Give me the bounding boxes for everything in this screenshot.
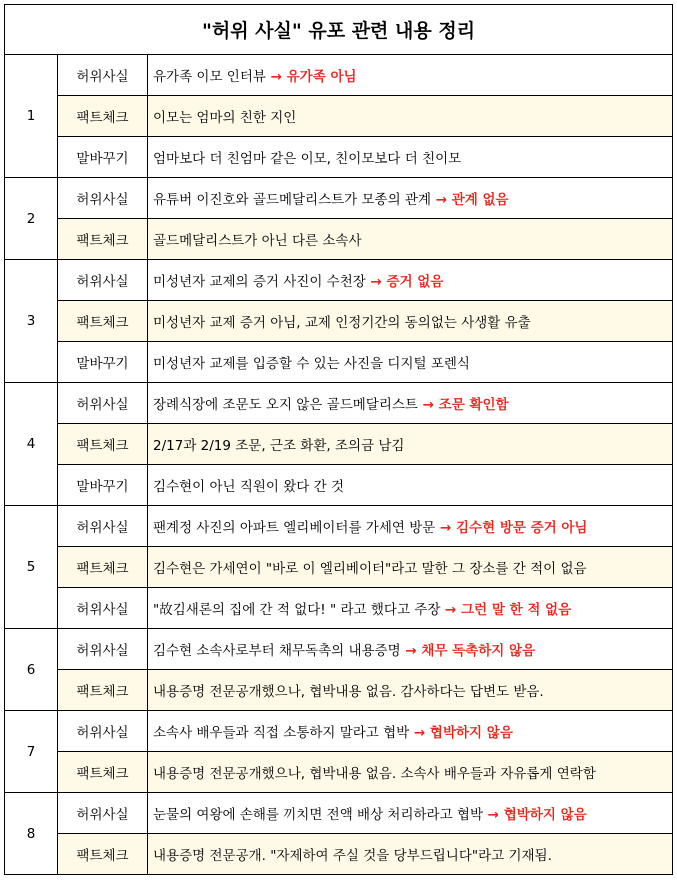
row-highlight: 증거 없음: [386, 274, 444, 290]
row-type-label: 말바꾸기: [58, 342, 148, 383]
row-type-label: 허위사실: [58, 55, 148, 96]
row-content: [148, 465, 673, 506]
table-row: [5, 137, 673, 178]
table-row: [5, 670, 673, 711]
row-content: [148, 711, 673, 752]
row-type-label: 허위사실: [58, 629, 148, 670]
group-number: 1: [5, 55, 58, 178]
row-text: 미성년자 교제의 증거 사진이 수천장: [153, 274, 366, 290]
row-text: 유튜버 이진호와 골드메달리스트가 모종의 관계: [153, 192, 431, 208]
row-type-label: 팩트체크: [58, 424, 148, 465]
row-text: 미성년자 교제를 입증할 수 있는 사진을 디지털 포렌식: [153, 356, 470, 372]
table-row: [5, 342, 673, 383]
row-type-label: 허위사실: [58, 793, 148, 834]
row-type-label: 허위사실: [58, 178, 148, 219]
row-highlight: 유가족 아님: [286, 69, 357, 85]
row-type-label: 허위사실: [58, 711, 148, 752]
row-highlight: 그런 말 한 적 없음: [461, 602, 572, 618]
row-type-label: 허위사실: [58, 506, 148, 547]
row-text: 이모는 엄마의 친한 지인: [153, 110, 297, 126]
row-highlight: 채무 독촉하지 않음: [421, 643, 536, 659]
table-row: [5, 301, 673, 342]
row-text: 소속사 배우들과 직접 소통하지 말라고 협박: [153, 725, 410, 741]
row-text: 내용증명 전문공개했으나, 협박내용 없음. 소속사 배우들과 자유롭게 연락함: [153, 766, 596, 782]
row-content: [148, 588, 673, 629]
row-content: [148, 96, 673, 137]
title-row: [5, 5, 673, 55]
row-type-label: 허위사실: [58, 383, 148, 424]
table-row: [5, 588, 673, 629]
arrow-right-icon: →: [482, 807, 504, 823]
arrow-right-icon: →: [435, 520, 456, 536]
row-type-label: 팩트체크: [58, 219, 148, 260]
table-row: [5, 178, 673, 219]
row-text: 장례식장에 조문도 오지 않은 골드메달리스트: [153, 397, 418, 413]
row-text: "故김새론의 집에 간 적 없다! " 라고 했다고 주장: [153, 602, 441, 618]
table-row: [5, 506, 673, 547]
arrow-right-icon: →: [409, 725, 430, 741]
table-row: [5, 629, 673, 670]
row-type-label: 허위사실: [58, 260, 148, 301]
row-type-label: 허위사실: [58, 588, 148, 629]
row-highlight: 김수현 방문 증거 아님: [456, 520, 588, 536]
group-number: 6: [5, 629, 58, 711]
row-text: 골드메달리스트가 아닌 다른 소속사: [153, 233, 362, 249]
group-number: 4: [5, 383, 58, 506]
table-row: [5, 834, 673, 875]
row-text: 미성년자 교제 증거 아님, 교제 인정기간의 동의없는 사생활 유출: [153, 315, 531, 331]
arrow-right-icon: →: [431, 192, 452, 208]
table-row: [5, 793, 673, 834]
row-content: [148, 178, 673, 219]
arrow-right-icon: →: [400, 643, 422, 659]
table-row: [5, 260, 673, 301]
row-content: [148, 424, 673, 465]
table-row: [5, 547, 673, 588]
row-content: [148, 834, 673, 875]
row-highlight: 조문 확인함: [438, 397, 509, 413]
arrow-right-icon: →: [365, 274, 387, 290]
row-content: [148, 629, 673, 670]
row-text: 김수현이 아닌 직원이 왔다 간 것: [153, 479, 344, 495]
row-content: [148, 55, 673, 96]
table-row: [5, 711, 673, 752]
row-type-label: 팩트체크: [58, 547, 148, 588]
table-row: [5, 96, 673, 137]
row-content: [148, 670, 673, 711]
table-row: [5, 383, 673, 424]
row-type-label: 팩트체크: [58, 670, 148, 711]
arrow-right-icon: →: [440, 602, 462, 618]
group-number: 3: [5, 260, 58, 383]
row-type-label: 말바꾸기: [58, 465, 148, 506]
group-number: 2: [5, 178, 58, 260]
row-content: [148, 752, 673, 793]
row-content: [148, 506, 673, 547]
arrow-right-icon: →: [417, 397, 439, 413]
table-row: [5, 219, 673, 260]
row-content: [148, 342, 673, 383]
row-highlight: 협박하지 않음: [429, 725, 513, 741]
row-text: 내용증명 전문공개. "자제하여 주실 것을 당부드립니다"라고 기재됨.: [153, 848, 552, 864]
group-number: 7: [5, 711, 58, 793]
row-type-label: 팩트체크: [58, 96, 148, 137]
row-type-label: 팩트체크: [58, 834, 148, 875]
row-content: [148, 547, 673, 588]
group-number: 5: [5, 506, 58, 629]
row-content: [148, 383, 673, 424]
row-text: 엄마보다 더 친엄마 같은 이모, 친이모보다 더 친이모: [153, 151, 462, 167]
row-text: 김수현은 가세연이 "바로 이 엘리베이터"라고 말한 그 장소를 간 적이 없음: [153, 561, 587, 577]
table-row: [5, 424, 673, 465]
row-highlight: 관계 없음: [451, 192, 509, 208]
row-content: [148, 301, 673, 342]
row-content: [148, 793, 673, 834]
row-type-label: 팩트체크: [58, 301, 148, 342]
row-text: 2/17과 2/19 조문, 근조 화환, 조의금 남김: [153, 438, 405, 454]
row-text: 유가족 이모 인터뷰: [153, 69, 266, 85]
row-highlight: 협박하지 않음: [503, 807, 587, 823]
row-text: 김수현 소속사로부터 채무독촉의 내용증명: [153, 643, 401, 659]
summary-table: [4, 4, 673, 875]
row-content: [148, 137, 673, 178]
group-number: 8: [5, 793, 58, 875]
row-type-label: 말바꾸기: [58, 137, 148, 178]
row-text: 눈물의 여왕에 손해를 끼치면 전액 배상 처리하라고 협박: [153, 807, 483, 823]
page-title: "허위 사실" 유포 관련 내용 정리: [5, 5, 673, 55]
row-text: 팬계정 사진의 아파트 엘리베이터를 가세연 방문: [153, 520, 436, 536]
row-content: [148, 219, 673, 260]
table-row: [5, 465, 673, 506]
row-text: 내용증명 전문공개했으나, 협박내용 없음. 감사하다는 답변도 받음.: [153, 684, 544, 700]
table-row: [5, 55, 673, 96]
table-row: [5, 752, 673, 793]
summary-table-body: [5, 5, 673, 875]
arrow-right-icon: →: [265, 69, 287, 85]
row-content: [148, 260, 673, 301]
row-type-label: 팩트체크: [58, 752, 148, 793]
